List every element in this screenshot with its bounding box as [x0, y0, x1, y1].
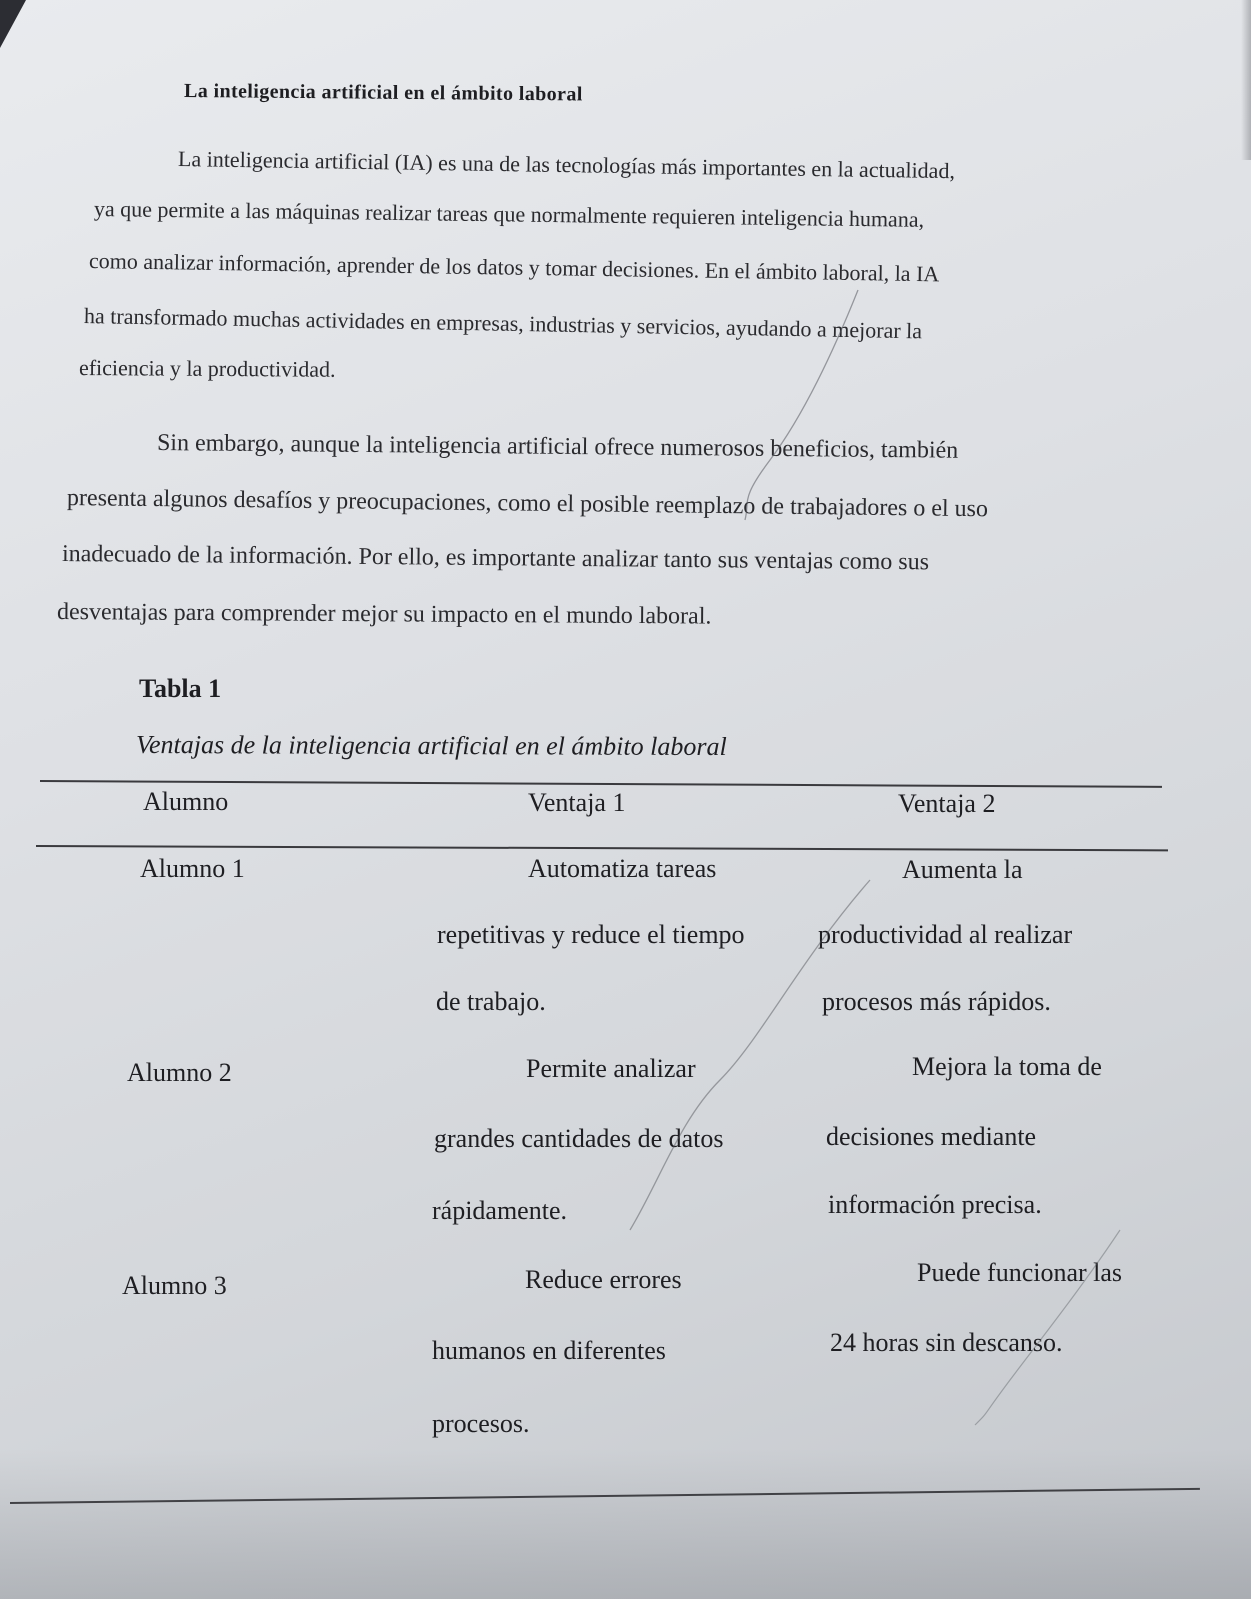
paragraph-2-line-3: inadecuado de la información. Por ello, es importante analizar tanto sus ventajas como sus [61, 541, 930, 576]
page-bottom-shadow [0, 1449, 1251, 1599]
paragraph-2-line-1: Sin embargo, aunque la inteligencia artificial ofrece numerosos beneficios, también [156, 430, 959, 464]
paragraph-1-line-4: ha transformado muchas actividades en empresas, industrias y servicios, ayudando a mejorar la [83, 303, 923, 344]
paragraph-1-line-3: como analizar información, aprender de los datos y tomar decisiones. En el ámbito laboral, la IA [88, 248, 940, 287]
row-2-ventaja-2-line-1: Mejora la toma de [912, 1052, 1102, 1081]
header-alumno: Alumno [143, 787, 229, 816]
paragraph-1-line-1: La inteligencia artificial (IA) es una de las tecnologías más importantes en la actualidad, [177, 146, 956, 184]
row-1-ventaja-1-line-1: Automatiza tareas [528, 854, 717, 883]
row-3-ventaja-2-line-2: 24 horas sin descanso. [830, 1328, 1063, 1357]
row-1-ventaja-2-line-2: productividad al realizar [818, 920, 1073, 949]
row-1-ventaja-2-line-3: procesos más rápidos. [822, 987, 1051, 1016]
row-3-alumno: Alumno 3 [122, 1271, 227, 1300]
row-2-ventaja-1-line-1: Permite analizar [526, 1054, 696, 1083]
paragraph-1-line-5: eficiencia y la productividad. [78, 355, 336, 382]
row-2-ventaja-1-line-2: grandes cantidades de datos [434, 1124, 724, 1153]
paragraph-2-line-4: desventajas para comprender mejor su impacto en el mundo laboral. [56, 599, 712, 630]
row-1-ventaja-2-line-1: Aumenta la [902, 855, 1023, 884]
paragraph-1-line-2: ya que permite a las máquinas realizar tareas que normalmente requieren inteligencia humana, [93, 196, 925, 232]
table-label: Tabla 1 [139, 674, 222, 703]
header-ventaja-1: Ventaja 1 [528, 788, 626, 817]
row-2-alumno: Alumno 2 [127, 1058, 232, 1087]
row-1-alumno: Alumno 1 [140, 854, 245, 883]
row-3-ventaja-1-line-3: procesos. [432, 1409, 530, 1438]
paragraph-2-line-2: presenta algunos desafíos y preocupaciones, como el posible reemplazo de trabajadores o el uso [66, 485, 989, 523]
header-ventaja-2: Ventaja 2 [898, 789, 996, 818]
row-2-ventaja-1-line-3: rápidamente. [432, 1196, 567, 1225]
row-1-ventaja-1-line-2: repetitivas y reduce el tiempo [437, 920, 745, 949]
row-1-ventaja-1-line-3: de trabajo. [436, 987, 546, 1016]
row-2-ventaja-2-line-3: información precisa. [828, 1190, 1042, 1219]
row-3-ventaja-2-line-1: Puede funcionar las [917, 1258, 1123, 1287]
table-caption: Ventajas de la inteligencia artificial en el ámbito laboral [135, 730, 727, 762]
row-2-ventaja-2-line-2: decisiones mediante [826, 1122, 1037, 1151]
row-3-ventaja-1-line-2: humanos en diferentes [432, 1336, 666, 1365]
row-3-ventaja-1-line-1: Reduce errores [525, 1265, 682, 1294]
document-title: La inteligencia artificial en el ámbito laboral [183, 80, 583, 106]
